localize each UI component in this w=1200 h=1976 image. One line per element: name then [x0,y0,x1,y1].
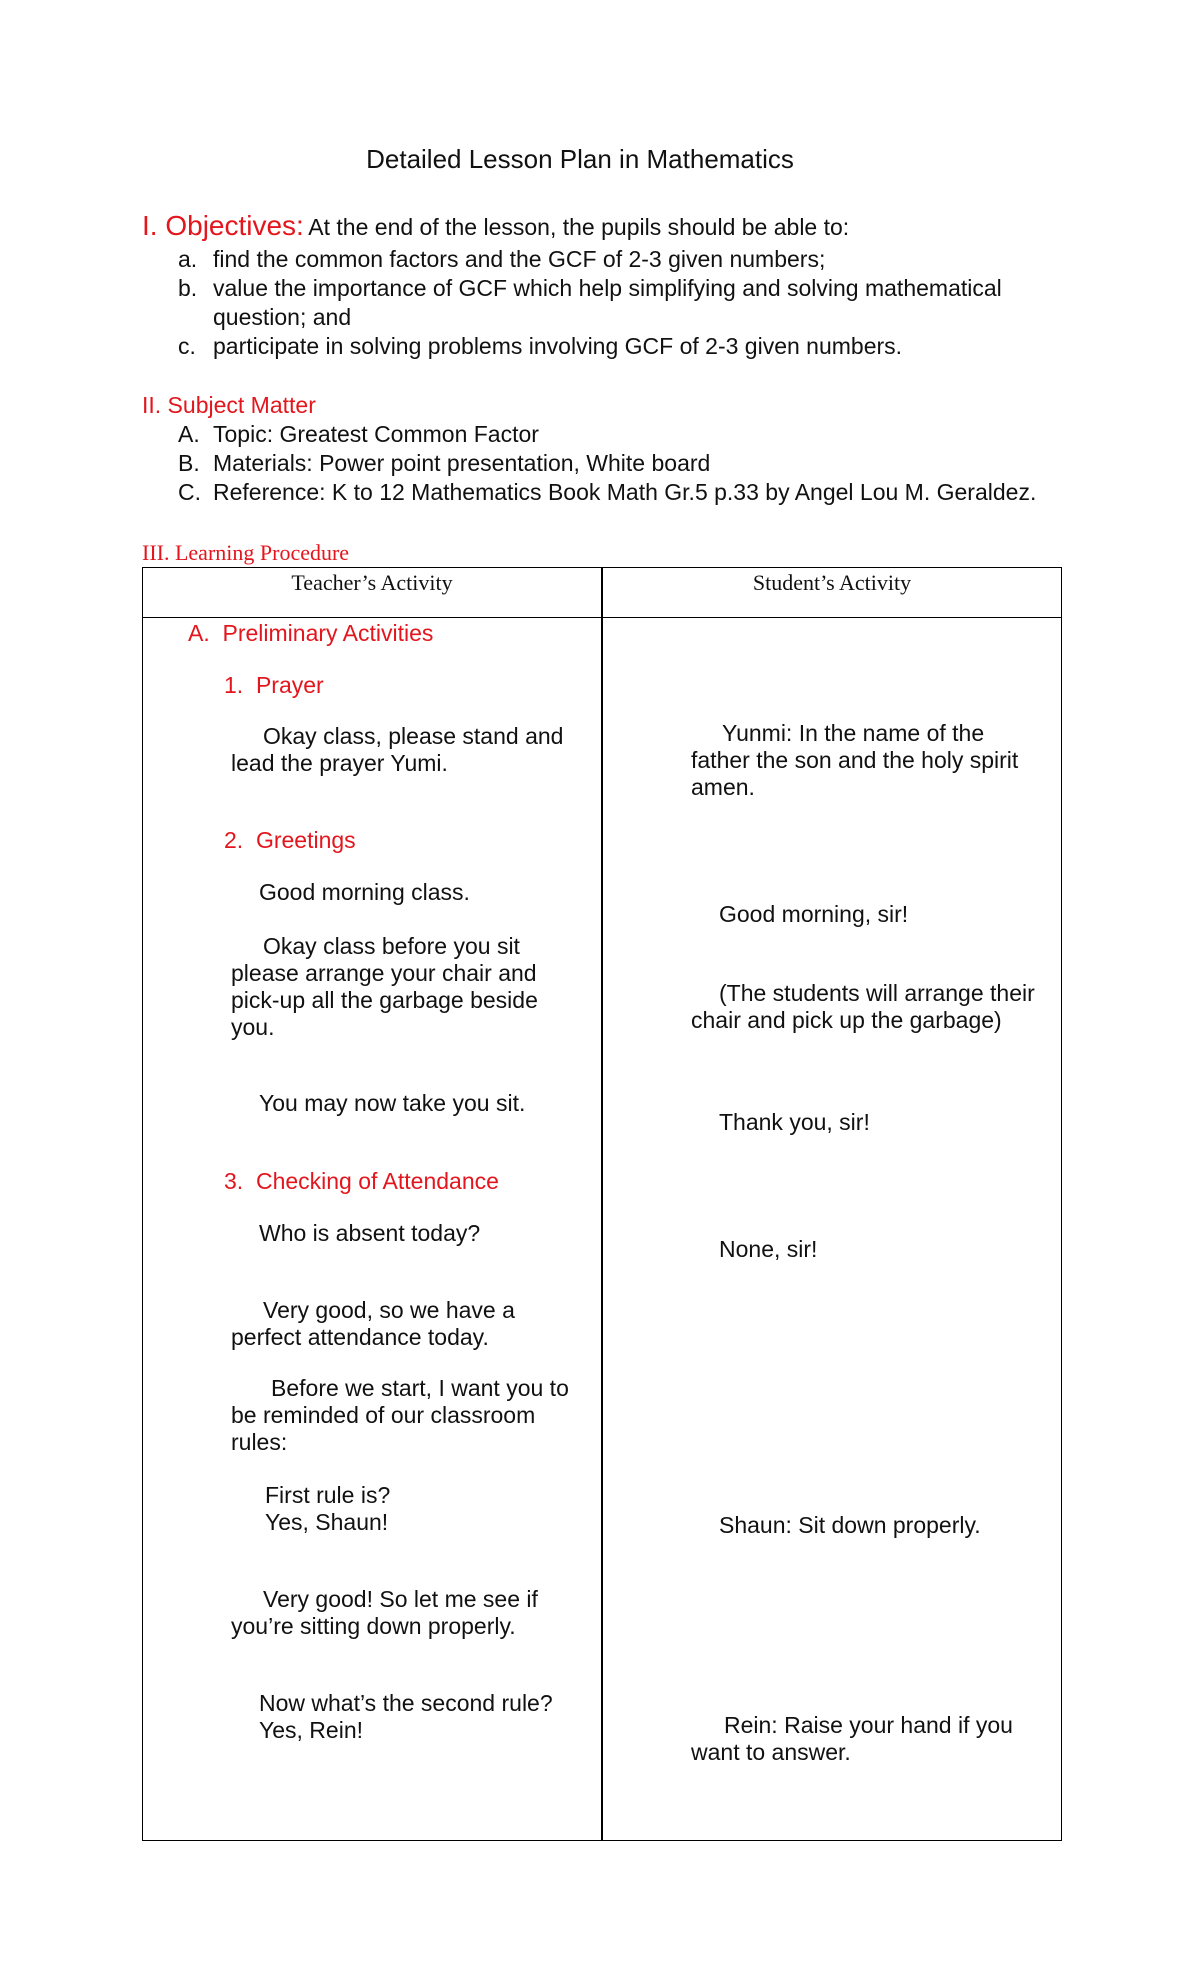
teacher-sitting-line1: Very good! So let me see if [263,1586,538,1612]
teacher-greeting: Good morning class. [259,879,470,905]
objective-b-text-line2: question; and [213,304,352,330]
teacher-perfect-attendance-line1: Very good, so we have a [263,1297,515,1323]
student-activity-header: Student’s Activity [752,570,912,595]
student-prayer-line3: amen. [691,774,755,800]
table-left-border [142,567,143,1841]
subsection-checking-attendance: 3. Checking of Attendance [224,1168,499,1194]
subsection-greetings: 2. Greetings [224,827,356,853]
page-title: Detailed Lesson Plan in Mathematics [366,144,794,174]
student-prayer-line1: Yunmi: In the name of the [722,720,985,746]
teacher-arrange-line4: you. [231,1014,275,1040]
teacher-first-rule-line1: First rule is? [265,1482,391,1508]
subject-item-a-text: Topic: Greatest Common Factor [213,421,539,447]
student-rein-answer-line1: Rein: Raise your hand if you [724,1712,1013,1738]
subject-item-a-label: A. [178,421,200,447]
teacher-who-absent: Who is absent today? [259,1220,481,1246]
subject-item-c-text: Reference: K to 12 Mathematics Book Math Gr.5 p.33 by Angel Lou M. Geraldez. [213,479,1037,505]
teacher-activity-header: Teacher’s Activity [291,570,453,595]
teacher-rules-line3: rules: [231,1429,288,1455]
student-rein-answer-line2: want to answer. [691,1739,851,1765]
teacher-arrange-line3: pick-up all the garbage beside [231,987,538,1013]
teacher-prayer-line2: lead the prayer Yumi. [231,750,448,776]
student-greeting: Good morning, sir! [719,901,909,927]
objective-c-label: c. [178,333,196,359]
objective-a-text: find the common factors and the GCF of 2-3 given numbers; [213,246,826,272]
objectives-intro: At the end of the lesson, the pupils should be able to: [308,214,850,240]
table-column-divider [601,567,603,1841]
subject-item-c-label: C. [178,479,201,505]
teacher-second-rule-line2: Yes, Rein! [259,1717,363,1743]
teacher-perfect-attendance-line2: perfect attendance today. [231,1324,489,1350]
teacher-prayer-line1: Okay class, please stand and [263,723,564,749]
objective-b-label: b. [178,275,198,301]
teacher-sitting-line2: you’re sitting down properly. [231,1613,516,1639]
table-right-border [1061,567,1062,1841]
learning-procedure-heading: III. Learning Procedure [142,540,350,565]
teacher-first-rule-line2: Yes, Shaun! [265,1509,389,1535]
teacher-take-sit: You may now take you sit. [259,1090,526,1116]
subject-item-b-label: B. [178,450,200,476]
student-prayer-line2: father the son and the holy spirit [691,747,1019,773]
objectives-heading: I. Objectives: [142,210,304,241]
student-arrange-line1: (The students will arrange their [719,980,1035,1006]
objective-a-label: a. [178,246,198,272]
teacher-rules-line1: Before we start, I want you to [271,1375,569,1401]
student-thank-you: Thank you, sir! [719,1109,870,1135]
objective-b-text-line1: value the importance of GCF which help simplifying and solving mathematical [213,275,1002,301]
objectives-heading-row [142,210,849,242]
student-shaun-answer: Shaun: Sit down properly. [719,1512,981,1538]
student-none: None, sir! [719,1236,818,1262]
teacher-second-rule-line1: Now what’s the second rule? [259,1690,553,1716]
subject-item-b-text: Materials: Power point presentation, White board [213,450,711,476]
section-preliminary-activities: A. Preliminary Activities [188,620,434,646]
teacher-arrange-line2: please arrange your chair and [231,960,537,986]
teacher-rules-line2: be reminded of our classroom [231,1402,536,1428]
objective-c-text: participate in solving problems involving GCF of 2-3 given numbers. [213,333,903,359]
subsection-prayer: 1. Prayer [224,672,324,698]
teacher-arrange-line1: Okay class before you sit [263,933,520,959]
subject-matter-heading: II. Subject Matter [142,392,316,418]
student-arrange-line2: chair and pick up the garbage) [691,1007,1002,1033]
